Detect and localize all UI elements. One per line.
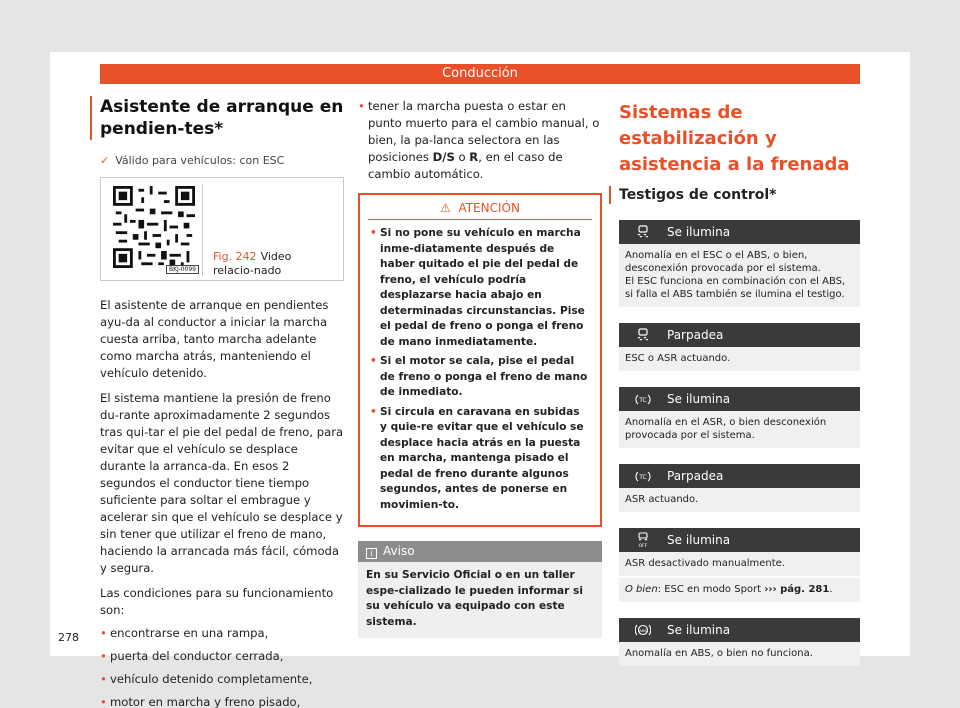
qr-code-image[interactable] xyxy=(107,184,203,276)
indicator-description: ASR actuando. xyxy=(619,488,860,512)
svg-text:OFF: OFF xyxy=(638,544,648,548)
list-item: • vehículo detenido completamente, xyxy=(100,671,344,688)
validity-note: ✓ Válido para vehículos: con ESC xyxy=(100,154,285,167)
section-heading: Asistente de arranque en pendien-tes* xyxy=(90,96,344,140)
figure-box xyxy=(100,177,344,281)
info-icon: i xyxy=(366,548,377,559)
paragraph: El asistente de arranque en pendientes ayu-da al conductor a iniciar la marcha cuesta arriba, tanto marcha adelante como marcha atrás, manteniendo el vehículo detenido. xyxy=(100,298,329,380)
indicator-description: ESC o ASR actuando. xyxy=(619,347,860,371)
list-item: • tener la marcha puesta o estar en punto muerto para el cambio manual, o bien, la pa-lanca selectora en las posiciones D/S o R, en el caso de cambio automático. xyxy=(358,98,602,183)
paragraph: Las condiciones para su funcionamiento son: xyxy=(100,586,334,617)
note-box xyxy=(358,541,602,638)
chapter-header: Conducción xyxy=(100,64,860,84)
svg-text:TC: TC xyxy=(639,397,647,404)
list-item: • motor en marcha y freno pisado, xyxy=(100,694,344,708)
indicator-block xyxy=(619,323,860,371)
subsection-heading: Testigos de control* xyxy=(609,186,860,204)
indicator-description: Anomalía en el ASR, o bien desconexión provocada por el sistema. xyxy=(619,411,860,448)
indicator-description-alt: O bien: ESC en modo Sport ››› pág. 281. xyxy=(619,576,860,602)
indicator-block xyxy=(619,387,860,448)
list-item: • puerta del conductor cerrada, xyxy=(100,648,344,665)
indicator-block xyxy=(619,464,860,512)
figure-caption: Fig. 242 Video relacio-nado xyxy=(213,250,292,277)
qr-code-icon xyxy=(111,186,197,268)
middle-column xyxy=(358,98,602,638)
warning-item: • Si el motor se cala, pise el pedal de freno o ponga el freno de mano de inmediato. xyxy=(370,354,590,401)
svg-text:ABS: ABS xyxy=(639,627,647,633)
note-header: i Aviso xyxy=(358,541,602,562)
indicator-header: ABS Se ilumina xyxy=(619,618,860,642)
check-icon: ✓ xyxy=(100,154,110,167)
warning-triangle-icon: ⚠ xyxy=(440,201,451,215)
indicator-header: Se ilumina xyxy=(619,220,860,244)
page-reference-arrow: ››› xyxy=(764,584,777,595)
indicator-description: Anomalía en el ESC o el ABS, o bien, desconexión provocada por el sistema. El ESC funciona en combinación con el ABS, si falla el ABS también se ilumina el testigo. xyxy=(619,244,860,307)
indicator-header: Parpadea xyxy=(619,323,860,347)
indicator-header: TC Se ilumina xyxy=(619,387,860,411)
indicator-block xyxy=(619,220,860,307)
list-item: • encontrarse en una rampa, xyxy=(100,625,344,642)
svg-text:TC: TC xyxy=(639,474,647,481)
body-text xyxy=(100,297,344,619)
warning-item: • Si circula en caravana en subidas y quie-re evitar que el vehículo se desplace hacia atrás en la puesta en marcha, mantenga pisado el pedal de freno durante algunos segundos, antes de ponerse en movimien-to. xyxy=(370,405,590,514)
warning-header: ⚠ ATENCIÓN xyxy=(368,195,592,220)
tc-icon xyxy=(635,391,651,407)
indicator-description: ASR desactivado manualmente. xyxy=(619,552,860,576)
note-text: En su Servicio Oficial o en un taller espe-cializado le pueden informar si su vehículo va equipado con este sistema. xyxy=(366,569,583,628)
warning-list xyxy=(360,220,600,513)
indicator-block xyxy=(619,528,860,602)
abs-icon xyxy=(635,622,651,638)
tc-icon xyxy=(635,468,651,484)
esc-icon xyxy=(635,327,651,343)
warning-item: • Si no pone su vehículo en marcha inme-diatamente después de haber quitado el pie del pedal de freno, el vehículo podría desplazarse hacia abajo en determinadas circunstancias. Pise el pedal de freno o ponga el freno de mano inmediatamente. xyxy=(370,226,590,350)
warning-box xyxy=(358,193,602,527)
indicator-block xyxy=(619,618,860,666)
indicator-header: TC Parpadea xyxy=(619,464,860,488)
indicator-header: OFF Se ilumina xyxy=(619,528,860,552)
section-heading: Sistemas de estabilización y asistencia a la frenada xyxy=(619,102,850,175)
page-reference-link[interactable]: pág. 281 xyxy=(776,584,830,595)
indicator-description: Anomalía en ABS, o bien no funciona. xyxy=(619,642,860,666)
qr-reference-code: BKJ-0099 xyxy=(166,265,199,274)
paragraph: El sistema mantiene la presión de freno du-rante aproximadamente 2 segundos tras qui-tar el pie del pedal de freno, para evitar que el vehículo se desplace durante la arranca-da. En esos 2 segundos el conductor tiene tiempo suficiente para soltar el embrague y acelerar sin que el vehículo se desplace y sin tener que utilizar el freno de mano, haciendo la arrancada más fácil, cómoda y segura. xyxy=(100,391,344,575)
esc-off-icon xyxy=(635,532,651,548)
right-column xyxy=(619,100,860,666)
conditions-list-cont xyxy=(358,98,602,183)
esc-icon xyxy=(635,224,651,240)
conditions-list xyxy=(100,625,344,708)
page-number: 278 xyxy=(58,631,79,644)
left-column xyxy=(100,96,344,708)
